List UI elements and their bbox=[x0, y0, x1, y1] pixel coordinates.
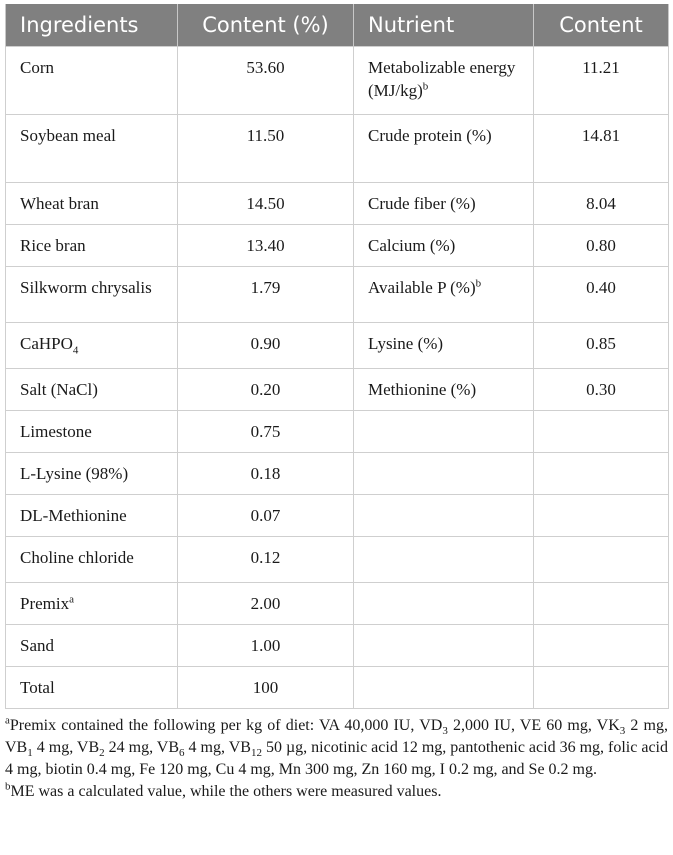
table-body bbox=[6, 47, 669, 709]
content-cell-text: 0.75 bbox=[250, 422, 281, 441]
footnote-a-text: 2 mg, VB bbox=[5, 717, 669, 756]
footnote-a-subscript: 1 bbox=[27, 747, 33, 760]
table-row bbox=[6, 495, 669, 537]
nutrient-value-cell bbox=[534, 583, 669, 625]
nutrient-cell-superscript: b bbox=[422, 80, 429, 93]
ingredient-cell bbox=[6, 537, 178, 583]
footnote-a-text: Premix contained the following per kg of diet: VA 40,000 IU, VD bbox=[9, 717, 443, 734]
table-row bbox=[6, 583, 669, 625]
nutrient-cell bbox=[354, 495, 534, 537]
footnote-b bbox=[5, 781, 668, 803]
content-cell bbox=[178, 453, 354, 495]
footnote-a-text: 24 mg, VB bbox=[104, 739, 180, 756]
footnote-a-marker: a bbox=[5, 714, 10, 727]
ingredient-cell-text: Soybean meal bbox=[20, 126, 116, 145]
footnotes bbox=[5, 715, 668, 803]
content-cell bbox=[178, 583, 354, 625]
nutrient-cell bbox=[354, 267, 534, 323]
content-cell-text: 0.18 bbox=[250, 464, 281, 483]
nutrient-value-cell-text: 0.80 bbox=[586, 236, 616, 255]
ingredient-cell bbox=[6, 47, 178, 115]
ingredient-cell bbox=[6, 369, 178, 411]
content-cell-text: 1.79 bbox=[250, 278, 281, 297]
content-cell bbox=[178, 47, 354, 115]
ingredient-cell bbox=[6, 411, 178, 453]
nutrient-value-cell bbox=[534, 115, 669, 183]
nutrient-cell bbox=[354, 537, 534, 583]
footnote-a bbox=[5, 715, 668, 781]
content-cell bbox=[178, 537, 354, 583]
ingredient-cell-text: Salt (NaCl) bbox=[20, 380, 98, 399]
ingredient-cell-superscript: a bbox=[69, 593, 74, 606]
nutrient-value-cell bbox=[534, 369, 669, 411]
ingredient-cell-subscript: 4 bbox=[72, 344, 79, 357]
content-cell-text: 13.40 bbox=[246, 236, 285, 255]
ingredient-cell-text: Rice bran bbox=[20, 236, 86, 255]
footnote-a-text: 50 µg, nicotinic acid 12 mg, pantothenic acid 36 mg, folic acid 4 mg, biotin 0.4 mg, Fe 120 mg, Cu 4 mg, Mn 300 mg, Zn 160 mg, I 0.2 mg, and Se 0.2 mg. bbox=[5, 739, 669, 778]
nutrient-cell-text: Metabolizable energy (MJ/kg) bbox=[368, 58, 516, 100]
nutrient-value-cell bbox=[534, 267, 669, 323]
footnote-a-subscript: 12 bbox=[250, 747, 262, 760]
table-row bbox=[6, 323, 669, 369]
nutrient-cell-text: Lysine (%) bbox=[368, 334, 444, 353]
ingredient-cell-text: Corn bbox=[20, 58, 54, 77]
nutrient-value-cell-text: 0.30 bbox=[586, 380, 616, 399]
ingredient-cell-text: Silkworm chrysalis bbox=[20, 278, 152, 297]
nutrient-cell bbox=[354, 625, 534, 667]
table-row bbox=[6, 183, 669, 225]
nutrient-value-cell-text: 0.85 bbox=[586, 334, 616, 353]
ingredient-cell-text: L-Lysine (98%) bbox=[20, 464, 129, 483]
nutrient-cell bbox=[354, 411, 534, 453]
table-row bbox=[6, 115, 669, 183]
ingredient-cell bbox=[6, 495, 178, 537]
content-cell-text: 2.00 bbox=[250, 594, 281, 613]
content-cell bbox=[178, 225, 354, 267]
ingredient-cell bbox=[6, 115, 178, 183]
nutrient-value-cell bbox=[534, 323, 669, 369]
footnote-a-text: 2,000 IU, VE 60 mg, VK bbox=[447, 717, 620, 734]
ingredient-cell-text: Wheat bran bbox=[20, 194, 99, 213]
content-cell-text: 0.90 bbox=[250, 334, 281, 353]
table-row bbox=[6, 411, 669, 453]
header-nutrient: Nutrient bbox=[354, 4, 534, 47]
nutrient-cell bbox=[354, 453, 534, 495]
nutrient-cell-text: Crude protein (%) bbox=[368, 126, 492, 145]
table-row bbox=[6, 47, 669, 115]
nutrient-cell bbox=[354, 183, 534, 225]
nutrient-cell bbox=[354, 323, 534, 369]
content-cell bbox=[178, 411, 354, 453]
content-cell-text: 100 bbox=[252, 678, 279, 697]
footnote-a-text: 4 mg, VB bbox=[184, 739, 251, 756]
nutrient-cell bbox=[354, 115, 534, 183]
nutrient-value-cell bbox=[534, 183, 669, 225]
footnote-a-text: 4 mg, VB bbox=[32, 739, 100, 756]
nutrient-cell-text: Available P (%) bbox=[368, 278, 476, 297]
nutrient-value-cell-text: 8.04 bbox=[586, 194, 616, 213]
footnote-a-subscript: 3 bbox=[442, 725, 448, 738]
content-cell-text: 0.07 bbox=[250, 506, 281, 525]
table-row bbox=[6, 537, 669, 583]
diet-composition-table bbox=[5, 4, 669, 709]
content-cell bbox=[178, 115, 354, 183]
table-row bbox=[6, 267, 669, 323]
footnote-b-marker: b bbox=[5, 780, 11, 793]
footnote-b-text: ME was a calculated value, while the others were measured values. bbox=[10, 783, 442, 800]
ingredient-cell-text: DL-Methionine bbox=[20, 506, 127, 525]
table-row bbox=[6, 369, 669, 411]
nutrient-cell-text: Calcium (%) bbox=[368, 236, 456, 255]
content-cell-text: 53.60 bbox=[246, 58, 285, 77]
ingredient-cell bbox=[6, 667, 178, 709]
ingredient-cell bbox=[6, 453, 178, 495]
nutrient-value-cell bbox=[534, 453, 669, 495]
content-cell-text: 11.50 bbox=[246, 126, 285, 145]
nutrient-cell bbox=[354, 369, 534, 411]
ingredient-cell bbox=[6, 323, 178, 369]
content-cell-text: 14.50 bbox=[246, 194, 285, 213]
nutrient-value-cell bbox=[534, 47, 669, 115]
header-row bbox=[6, 4, 669, 47]
ingredient-cell bbox=[6, 267, 178, 323]
header-ingredients: Ingredients bbox=[6, 4, 178, 47]
nutrient-value-cell-text: 0.40 bbox=[586, 278, 616, 297]
ingredient-cell bbox=[6, 583, 178, 625]
table-row bbox=[6, 625, 669, 667]
footnote-a-subscript: 2 bbox=[99, 747, 105, 760]
content-cell bbox=[178, 183, 354, 225]
nutrient-value-cell bbox=[534, 225, 669, 267]
content-cell bbox=[178, 667, 354, 709]
nutrient-cell bbox=[354, 47, 534, 115]
ingredient-cell bbox=[6, 225, 178, 267]
content-cell bbox=[178, 323, 354, 369]
header-content: Content bbox=[534, 4, 669, 47]
nutrient-cell-text: Crude fiber (%) bbox=[368, 194, 476, 213]
ingredient-cell bbox=[6, 183, 178, 225]
header-content-percent: Content (%) bbox=[178, 4, 354, 47]
content-cell-text: 0.12 bbox=[250, 548, 281, 567]
ingredient-cell-text: Limestone bbox=[20, 422, 92, 441]
ingredient-cell-text: Choline chloride bbox=[20, 548, 134, 567]
footnote-a-subscript: 3 bbox=[619, 725, 626, 738]
nutrient-value-cell bbox=[534, 495, 669, 537]
ingredient-cell-text: Sand bbox=[20, 636, 54, 655]
nutrient-value-cell bbox=[534, 537, 669, 583]
ingredient-cell bbox=[6, 625, 178, 667]
nutrient-value-cell bbox=[534, 625, 669, 667]
ingredient-cell-text: Total bbox=[20, 678, 55, 697]
content-cell-text: 1.00 bbox=[250, 636, 281, 655]
ingredient-cell-text: CaHPO bbox=[20, 334, 73, 353]
ingredient-cell-text: Premix bbox=[20, 594, 70, 613]
nutrient-cell bbox=[354, 583, 534, 625]
nutrient-cell-text: Methionine (%) bbox=[368, 380, 477, 399]
nutrient-value-cell bbox=[534, 667, 669, 709]
nutrient-cell bbox=[354, 667, 534, 709]
content-cell bbox=[178, 369, 354, 411]
table-row bbox=[6, 667, 669, 709]
content-cell-text: 0.20 bbox=[250, 380, 281, 399]
nutrient-cell-superscript: b bbox=[475, 277, 482, 290]
nutrient-cell bbox=[354, 225, 534, 267]
table-row bbox=[6, 225, 669, 267]
table-row bbox=[6, 453, 669, 495]
content-cell bbox=[178, 495, 354, 537]
nutrient-value-cell-text: 14.81 bbox=[581, 126, 621, 145]
content-cell bbox=[178, 267, 354, 323]
content-cell bbox=[178, 625, 354, 667]
table-container bbox=[5, 4, 668, 803]
nutrient-value-cell bbox=[534, 411, 669, 453]
nutrient-value-cell-text: 11.21 bbox=[582, 58, 620, 77]
footnote-a-subscript: 6 bbox=[179, 747, 185, 760]
